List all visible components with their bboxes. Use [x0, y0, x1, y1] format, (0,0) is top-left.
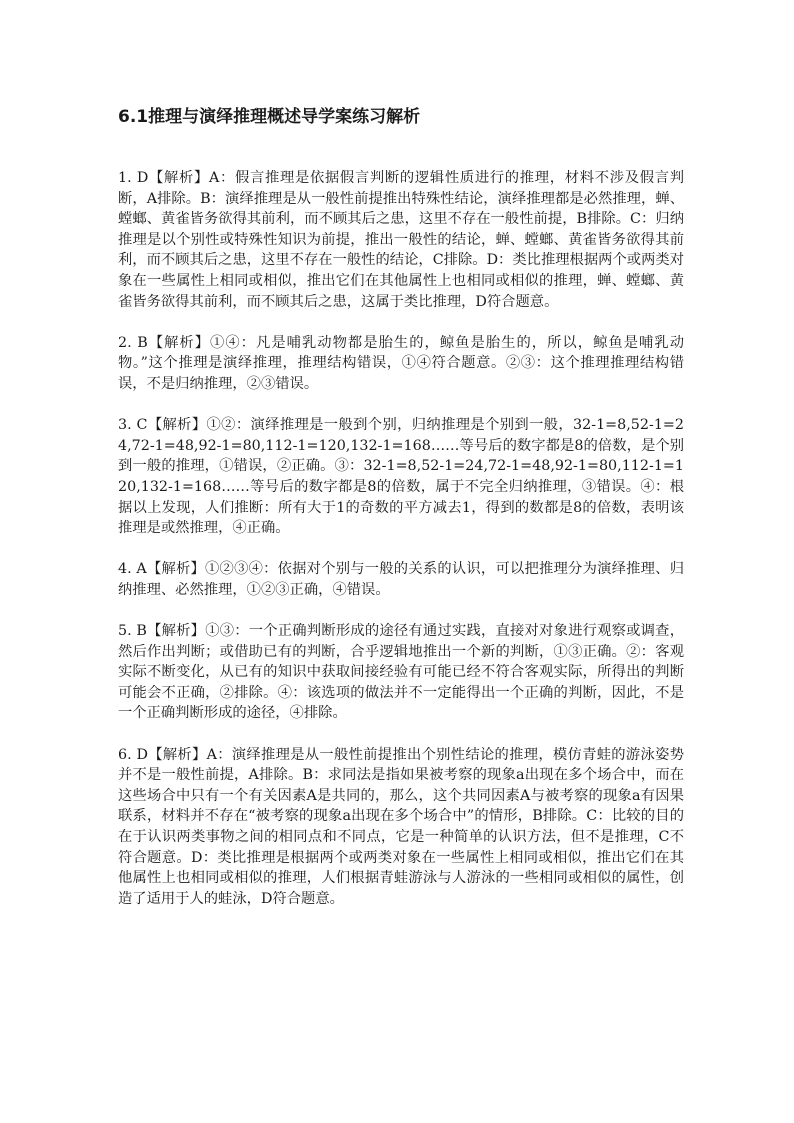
answer-item-2: 2. B【解析】①④：凡是哺乳动物都是胎生的，鲸鱼是胎生的，所以，鲸鱼是哺乳动物。”这个推理是演绎推理，推理结构错误，①④符合题意。②③：这个推理推理结构错误，不是归纳推理，②③错误。 [118, 334, 684, 392]
answer-item-4: 4. A【解析】①②③④：依据对个别与一般的关系的认识，可以把推理分为演绎推理、归纳推理、必然推理，①②③正确，④错误。 [118, 561, 684, 598]
document-title: 6.1推理与演绎推理概述导学案练习解析 [118, 107, 421, 127]
answer-item-5: 5. B【解析】①③：一个正确判断形成的途径有通过实践，直接对对象进行观察或调查，然后作出判断；或借助已有的判断，合乎逻辑地推出一个新的判断，①③正确。②：客观实际不断变化，从已有的知识中获取间接经验有可能已经不符合客观实际，所得出的判断可能会不正确，②排除。④：该选项的做法并不一定能得出一个正确的判断，因此，不是一个正确判断形成的途径，④排除。 [118, 623, 684, 722]
document-page [118, 100, 684, 930]
answer-item-6: 6. D【解析】A：演绎推理是从一般性前提推出个别性结论的推理，模仿青蛙的游泳姿势并不是一般性前提，A排除。B：求同法是指如果被考察的现象a出现在多个场合中，而在这些场合中只有一个有关因素A是共同的，那么，这个共同因素A与被考察的现象a有因果联系，材料并不存在“被考察的现象a出现在多个场合中”的情形，B排除。C：比较的目的在于认识两类事物之间的相同点和不同点，它是一种简单的认识方法，但不是推理，C不符合题意。D：类比推理是根据两个或两类对象在一些属性上相同或相似，推出它们在其他属性上也相同或相似的推理，人们根据青蛙游泳与人游泳的一些相同或相似的属性，创造了适用于人的蛙泳，D符合题意。 [118, 746, 684, 907]
answer-item-1: 1. D【解析】A：假言推理是依据假言判断的逻辑性质进行的推理，材料不涉及假言判断，A排除。B：演绎推理是从一般性前提推出特殊性结论，演绎推理都是必然推理，蝉、螳螂、黄雀皆务欲得其前利，而不顾其后之患，这里不存在一般性前提，B排除。C：归纳推理是以个别性或特殊性知识为前提，推出一般性的结论，蝉、螳螂、黄雀皆务欲得其前利，而不顾其后之患，这里不存在一般性的结论，C排除。D：类比推理根据两个或两类对象在一些属性上相同或相似，推出它们在其他属性上也相同或相似的推理，蝉、螳螂、黄雀皆务欲得其前利，而不顾其后之患，这属于类比推理，D符合题意。 [118, 170, 684, 310]
answer-item-3: 3. C【解析】①②：演绎推理是一般到个别，归纳推理是个别到一般，32-1=8,52-1=24,72-1=48,92-1=80,112-1=120,132-1=168……等号后的数字都是8的倍数，是个别到一般的推理，①错误，②正确。③：32-1=8,52-1=24,72-1=48,92-1=80,112-1=120,132-1=168……等号后的数字都是8的倍数，属于不完全归纳推理，③错误。④：根据以上发现，人们推断：所有大于1的奇数的平方减去1，得到的数都是8的倍数，表明该推理是或然推理，④正确。 [118, 417, 684, 537]
